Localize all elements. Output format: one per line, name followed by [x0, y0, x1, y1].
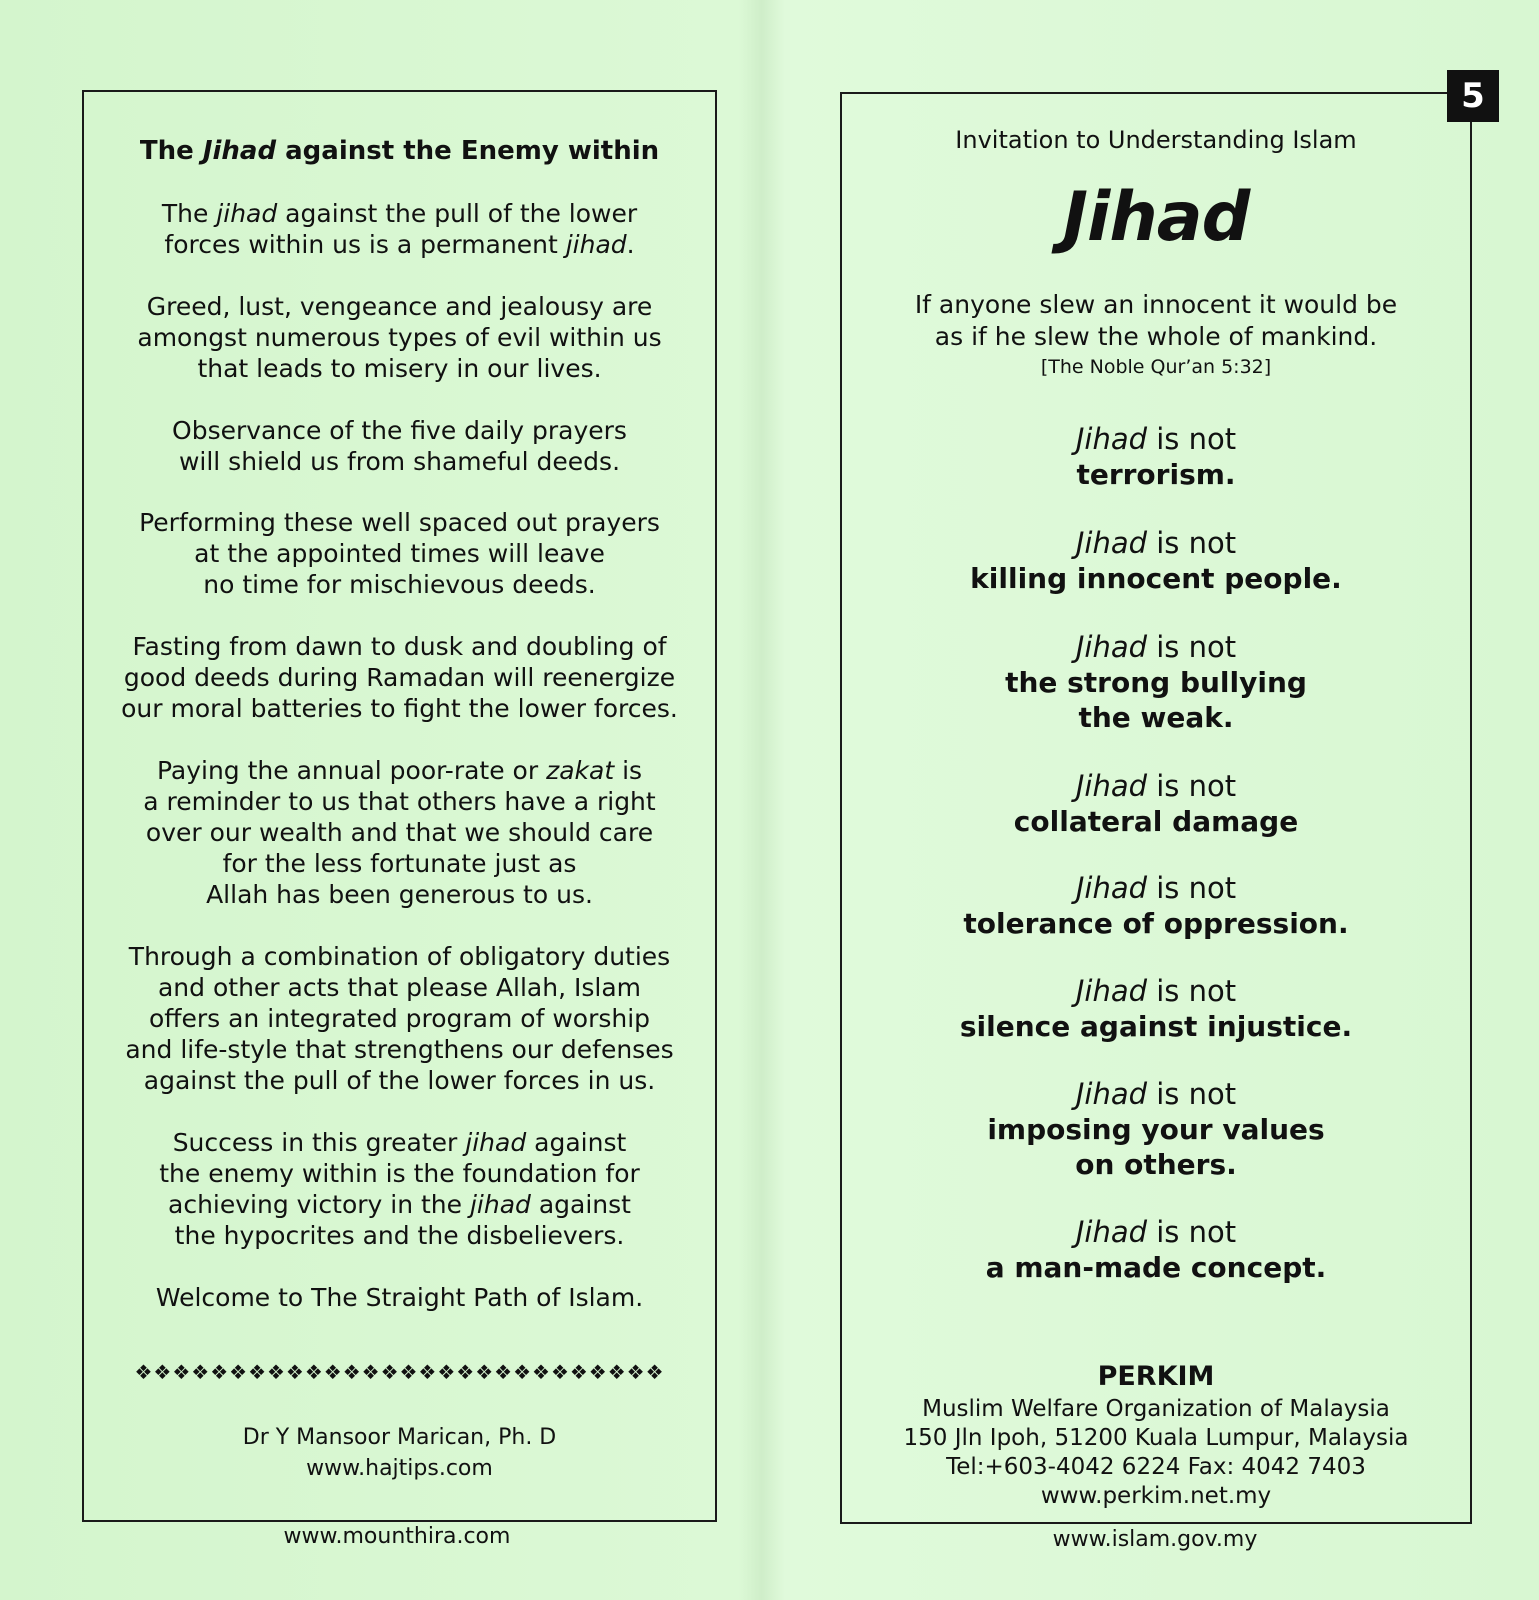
organization-phone-fax: Tel:+603-4042 6224 Fax: 4042 7403 — [946, 1454, 1366, 1480]
left-panel-title: The Jihad against the Enemy within — [139, 136, 660, 166]
jihad-is-not-item: Jihad is not collateral damage — [1013, 769, 1299, 838]
jihad-is-not-item: Jihad is not killing innocent people. — [970, 526, 1342, 595]
author-website: www.hajtips.com — [306, 1456, 493, 1481]
quran-citation: [The Noble Qur’an 5:32] — [1040, 356, 1272, 378]
jihad-is-not-item: Jihad is not tolerance of oppression. — [963, 871, 1349, 940]
author-name: Dr Y Mansoor Marican, Ph. D — [242, 1425, 557, 1450]
paragraph-evils-within: Greed, lust, vengeance and jealousy are amongst numerous types of evil within us that leads to misery in our lives. — [137, 292, 662, 383]
page-number-badge: 5 — [1447, 70, 1499, 122]
jihad-is-not-item: Jihad is not silence against injustice. — [959, 974, 1353, 1043]
organization-website: www.perkim.net.my — [1040, 1483, 1272, 1509]
paragraph-daily-prayers: Observance of the five daily prayers will shield us from shameful deeds. — [172, 416, 627, 476]
organization-block — [842, 1359, 1470, 1511]
jihad-is-not-item: Jihad is not the strong bullying the weak. — [1005, 630, 1307, 734]
organization-address: 150 Jln Ipoh, 51200 Kuala Lumpur, Malaysia — [903, 1425, 1409, 1451]
paragraph-integrated-program: Through a combination of obligatory duties and other acts that please Allah, Islam offers an integrated program of worship and life-style that strengthens our defenses against the pull of the lower forces in us. — [125, 942, 674, 1095]
organization-description: Muslim Welfare Organization of Malaysia — [922, 1396, 1390, 1422]
paragraph-spaced-prayers: Performing these well spaced out prayers at the appointed times will leave no time for mischievous deeds. — [139, 508, 660, 599]
right-panel-title: Jihad — [1062, 178, 1250, 257]
diamond-divider: ❖❖❖❖❖❖❖❖❖❖❖❖❖❖❖❖❖❖❖❖❖❖❖❖❖❖❖❖ — [134, 1360, 665, 1384]
right-panel-kicker: Invitation to Understanding Islam — [955, 126, 1357, 154]
author-block — [84, 1422, 715, 1484]
paragraph-welcome: Welcome to The Straight Path of Islam. — [155, 1283, 644, 1312]
right-footer-website: www.islam.gov.my — [1052, 1527, 1258, 1552]
paragraph-zakat: Paying the annual poor-rate or zakat is a reminder to us that others have a right over our wealth and that we should care for the less fortunate just as Allah has been generous to us. — [143, 756, 656, 909]
quran-quote: If anyone slew an innocent it would be as if he slew the whole of mankind. — [914, 290, 1398, 351]
jihad-is-not-item: Jihad is not imposing your values on others. — [987, 1077, 1325, 1181]
paragraph-permanent-jihad: The jihad against the pull of the lower forces within us is a permanent jihad. — [161, 199, 638, 259]
jihad-is-not-item: Jihad is not a man-made concept. — [985, 1215, 1327, 1284]
left-footer-website: www.mounthira.com — [283, 1524, 511, 1549]
right-panel — [840, 92, 1472, 1524]
paragraph-ramadan-fasting: Fasting from dawn to dusk and doubling of good deeds during Ramadan will reenergize our moral batteries to fight the lower forces. — [121, 632, 678, 723]
jihad-is-not-item: Jihad is not terrorism. — [1075, 422, 1237, 491]
paragraph-greater-jihad: Success in this greater jihad against the enemy within is the foundation for achieving victory in the jihad against the hypocrites and the disbelievers. — [159, 1128, 640, 1250]
left-panel — [82, 90, 717, 1522]
organization-name: PERKIM — [1097, 1361, 1215, 1392]
